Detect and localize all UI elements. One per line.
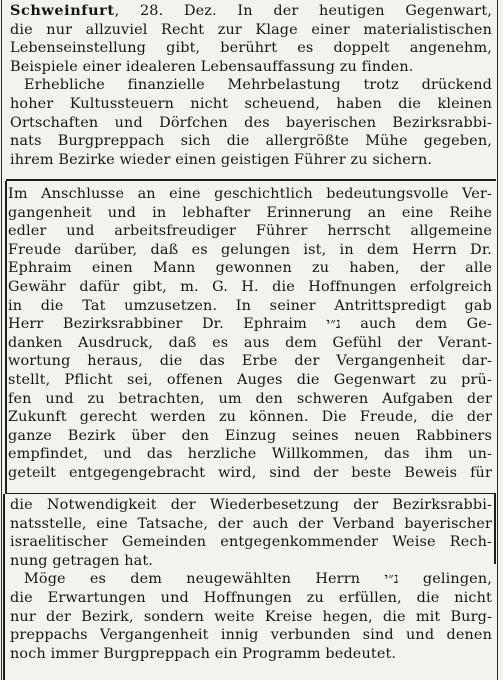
article-line: nur der Bezirk, sondern weite Kreise hegen, die mit Burg- <box>10 608 492 625</box>
article-line: wortung heraus, die das Erbe der Vergangenheit dar- <box>8 353 492 370</box>
article-line: ihrem Bezirke wieder einen geistigen Führer zu sichern. <box>10 151 433 168</box>
article-line: Herr Bezirksrabbiner Dr. Ephraim נ״י auch dem Ge- <box>8 316 492 333</box>
article-line-text: , 28. Dez. In der heutigen Gegenwart, <box>114 3 492 19</box>
article-line: Ortschaften und Dörfchen des bayerischen Bezirksrabbi- <box>10 114 492 131</box>
article-line: Lebenseinstellung gibt, berührt es doppelt angenehm, <box>10 40 492 57</box>
column-rule-left <box>1 0 2 680</box>
column-separator <box>6 493 496 494</box>
dateline: Schweinfurt <box>10 2 115 19</box>
article-line: geteilt entgegengebracht wird, sind der beste Beweis für <box>8 464 492 481</box>
article-line: in die Tat umzusetzen. In seiner Antrittspredigt gab <box>8 297 492 314</box>
margin-rule <box>5 181 7 494</box>
article-line: edler und arbeitsfreudiger Führer herrscht allgemeine <box>8 223 492 240</box>
article-block-1 <box>10 2 492 169</box>
article-line: Gewähr dafür gibt, m. G. H. die Hoffnungen erfolgreich <box>8 278 492 295</box>
article-block-3 <box>10 496 492 663</box>
margin-rule <box>3 494 5 680</box>
article-line: Freude darüber, daß es gelungen ist, in dem Herrn Dr. <box>8 241 492 258</box>
column-rule-right <box>497 0 498 680</box>
article-line: Möge es dem neugewählten Herrn נ״י gelingen, <box>24 571 492 588</box>
article-line: israelitischer Gemeinden entgegenkommender Weise Rech- <box>10 534 492 551</box>
article-line: gangenheit und in lebhafter Erinnerung an eine Reihe <box>8 204 492 221</box>
article-line: preppachs Vergangenheit innig verbunden sind und denen <box>10 627 492 644</box>
article-line: noch immer Burgpreppach ein Programm bedeutet. <box>10 645 397 662</box>
article-line: nung getragen hat. <box>10 552 154 569</box>
article-line: Erhebliche finanzielle Mehrbelastung trotz drückend <box>24 77 492 94</box>
article-line: empfindet, und das herzliche Willkommen, das ihm un- <box>8 446 492 463</box>
article-line: die Notwendigkeit der Wiederbesetzung der Bezirksrabbi- <box>10 497 492 513</box>
article-line: danken Ausdruck, daß es aus dem Gefühl der Verant- <box>8 334 492 351</box>
article-line: Beispiele einer idealeren Lebensauffassung zu finden. <box>10 58 414 75</box>
column-separator <box>6 179 496 181</box>
article-line: Zukunft gerecht werden zu können. Die Freude, die der <box>8 409 492 426</box>
article-line: Ephraim einen Mann gewonnen zu haben, der alle <box>8 260 492 277</box>
article-line: natsstelle, eine Tatsache, der auch der Verband bayerischer <box>10 515 492 532</box>
article-line <box>10 2 492 21</box>
article-line: ganze Bezirk über den Einzug seines neuen Rabbiners <box>8 427 492 444</box>
article-block-2 <box>8 185 492 483</box>
margin-rule <box>494 494 496 564</box>
article-line: Im Anschlusse an eine geschichtlich bedeutungsvolle Ver- <box>8 186 492 202</box>
article-line: nats Burgpreppach sich die allergrößte Mühe gegeben, <box>10 133 492 150</box>
article-line: stellt, Pflicht sei, offenen Auges die Gegenwart zu prü- <box>8 371 492 388</box>
article-line: die nur allzuviel Recht zur Klage einer materialistischen <box>10 21 492 38</box>
article-line: hoher Kultussteuern nicht scheuend, haben die kleinen <box>10 95 492 112</box>
article-line: die Erwartungen und Hoffnungen zu erfüllen, die nicht <box>10 589 492 606</box>
article-line: fen und zu betrachten, um den schweren Aufgaben der <box>8 390 492 407</box>
